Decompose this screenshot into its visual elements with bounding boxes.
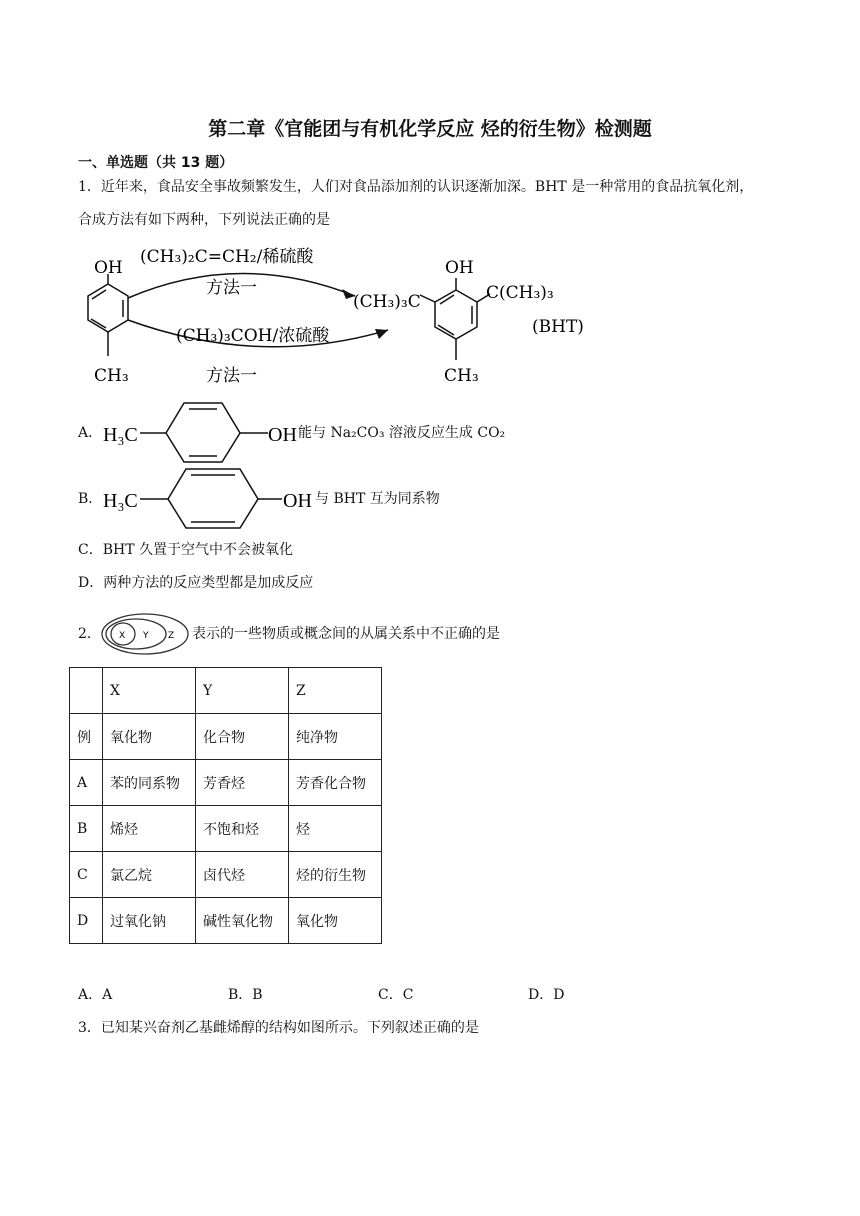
h3c-label: H₃C <box>103 424 138 446</box>
product-right-group: C(CH₃)₃ <box>486 283 554 303</box>
bht-structure <box>420 278 490 360</box>
table-cell: A <box>70 760 103 806</box>
table-cell: 例 <box>70 714 103 760</box>
q2-option-c: C．C <box>378 987 414 1003</box>
table-row <box>70 714 382 760</box>
table-cell: 不饱和烃 <box>196 806 289 852</box>
q1-stem-line2: 合成方法有如下两种，下列说法正确的是 <box>78 212 330 228</box>
q1-option-d: D．两种方法的反应类型都是加成反应 <box>78 575 314 591</box>
q2-stem: 表示的一些物质或概念间的从属关系中不正确的是 <box>192 626 500 642</box>
q1-option-a-text: 能与 Na₂CO₃ 溶液反应生成 CO₂ <box>298 425 506 441</box>
q1-stem-line1: 1．近年来，食品安全事故频繁发生，人们对食品添加剂的认识逐渐加深。BHT 是一种常用的食品抗氧化剂， <box>78 179 754 195</box>
table-cell: Y <box>196 668 289 714</box>
bht-synthesis-scheme <box>70 240 600 390</box>
q2-number: 2． <box>78 626 101 642</box>
p-cresol-skeletal-a <box>100 400 300 464</box>
reactant-oh-label: OH <box>94 258 123 278</box>
table-row <box>70 806 382 852</box>
table-cell <box>70 668 103 714</box>
product-ch3-label: CH₃ <box>444 366 479 386</box>
method2-label: 方法一 <box>206 366 257 386</box>
q2-option-b: B．B <box>228 987 263 1003</box>
h3c-label: H₃C <box>103 490 138 512</box>
method1-label: 方法一 <box>206 278 257 298</box>
table-cell: 苯的同系物 <box>103 760 196 806</box>
q3-stem: 3．已知某兴奋剂乙基雌烯醇的结构如图所示。下列叙述正确的是 <box>78 1020 479 1036</box>
table-cell: 烃的衍生物 <box>289 852 382 898</box>
q2-option-d: D．D <box>528 987 565 1003</box>
venn-y-label: Y <box>143 631 149 641</box>
bht-label: (BHT) <box>532 317 584 337</box>
table-cell: C <box>70 852 103 898</box>
q1-option-a-label: A． <box>78 425 103 441</box>
table-cell: X <box>103 668 196 714</box>
table-cell: 烃 <box>289 806 382 852</box>
q1-option-b-text: 与 BHT 互为同系物 <box>315 491 440 507</box>
venn-diagram <box>100 612 192 658</box>
table-cell: 碱性氧化物 <box>196 898 289 944</box>
method2-arrowhead <box>375 329 388 339</box>
table-cell: 纯净物 <box>289 714 382 760</box>
reagent2-label: (CH₃)₃COH/浓硫酸 <box>176 326 330 346</box>
table-row <box>70 852 382 898</box>
oh-label: OH <box>268 424 297 446</box>
section-heading: 一、单选题（共 13 题） <box>78 155 234 171</box>
table-cell: D <box>70 898 103 944</box>
venn-z-label: Z <box>168 631 175 641</box>
table-header-row <box>70 668 382 714</box>
p-cresol-structure <box>88 274 128 356</box>
table-cell: 烯烃 <box>103 806 196 852</box>
q2-option-a: A．A <box>78 987 113 1003</box>
table-cell: 化合物 <box>196 714 289 760</box>
p-cresol-skeletal-b <box>100 466 320 530</box>
q1-option-c: C．BHT 久置于空气中不会被氧化 <box>78 542 293 558</box>
table-row <box>70 760 382 806</box>
table-cell: 过氧化钠 <box>103 898 196 944</box>
table-cell: B <box>70 806 103 852</box>
table-cell: 氧化物 <box>103 714 196 760</box>
reagent1-label: (CH₃)₂C=CH₂/稀硫酸 <box>140 247 314 267</box>
venn-x-label: X <box>119 631 126 641</box>
oh-label: OH <box>283 490 312 512</box>
q1-option-b-label: B． <box>78 491 103 507</box>
q2-table <box>69 667 382 944</box>
reactant-ch3-label: CH₃ <box>94 366 129 386</box>
product-oh-label: OH <box>445 258 474 278</box>
page-title: 第二章《官能团与有机化学反应 烃的衍生物》检测题 <box>208 118 652 140</box>
table-cell: 芳香化合物 <box>289 760 382 806</box>
table-cell: 卤代烃 <box>196 852 289 898</box>
table-cell: 芳香烃 <box>196 760 289 806</box>
table-cell: 氧化物 <box>289 898 382 944</box>
product-left-group: (CH₃)₃C <box>353 292 421 312</box>
table-row <box>70 898 382 944</box>
table-cell: 氯乙烷 <box>103 852 196 898</box>
table-cell: Z <box>289 668 382 714</box>
